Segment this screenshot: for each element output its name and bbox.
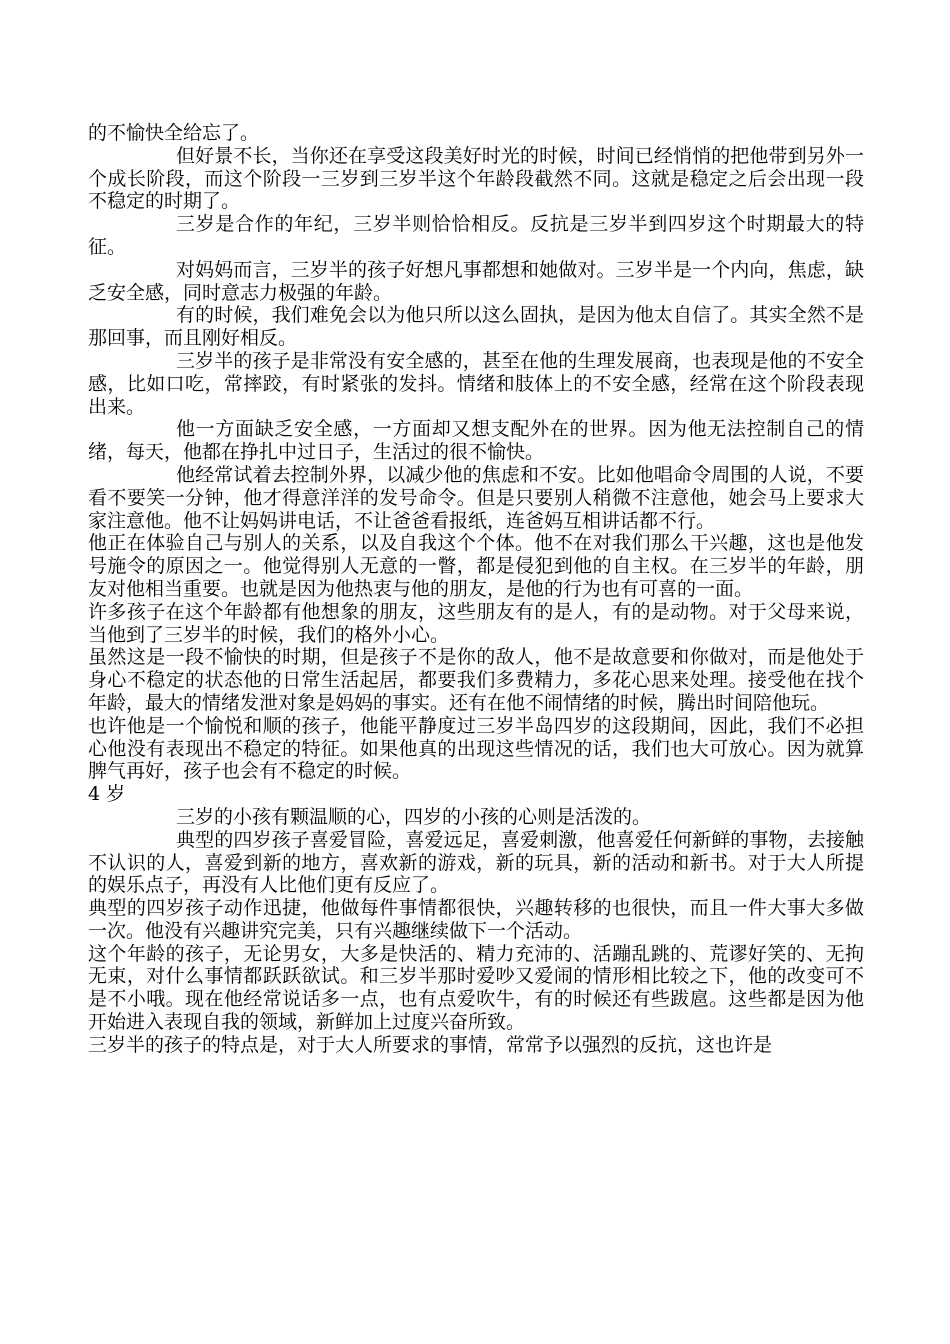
paragraph: 三岁的小孩有颗温顺的心，四岁的小孩的心则是活泼的。 <box>176 805 652 828</box>
paragraph: 的不愉快全给忘了。 <box>88 122 260 144</box>
paragraph: 三岁是合作的年纪，三岁半则恰恰相反。反抗是三岁半到四岁这个时期最大的特征。 <box>88 213 864 258</box>
paragraph: 也许他是一个愉悦和顺的孩子，他能平静度过三岁半岛四岁的这段期间，因此，我们不必担心他没有表现出不稳定的特征。如果他真的出现这些情况的话，我们也大可放心。因为就算脾气再好，孩子也会有不稳定的时候。 <box>88 714 864 783</box>
paragraph: 对妈妈而言，三岁半的孩子好想凡事都想和她做对。三岁半是一个内向，焦虑，缺乏安全感，同时意志力极强的年龄。 <box>88 258 864 304</box>
paragraph: 三岁半的孩子的特点是，对于大人所要求的事情，常常予以强烈的反抗，这也许是 <box>88 1033 773 1056</box>
paragraph: 他正在体验自己与别人的关系，以及自我这个个体。他不在对我们那么干兴趣，这也是他发号施令的原因之一。他觉得别人无意的一瞥，都是侵犯到他的自主权。在三岁半的年龄，朋友对他相当重要。也就是因为他热衷与他的朋友，是他的行为也有可喜的一面。 <box>88 532 864 600</box>
paragraph: 但好景不长，当你还在享受这段美好时光的时候，时间已经悄悄的把他带到另外一个成长阶段，而这个阶段一三岁到三岁半这个年龄段截然不同。这就是稳定之后会出现一段不稳定的时期了。 <box>88 144 864 213</box>
paragraph: 他一方面缺乏安全感，一方面却又想支配外在的世界。因为他无法控制自己的情绪，每天，他都在挣扎中过日子，生活过的很不愉快。 <box>88 418 864 464</box>
paragraph: 有的时候，我们难免会以为他只所以这么固执，是因为他太自信了。其实全然不是那回事，而且刚好相反。 <box>88 304 864 350</box>
document-body <box>88 122 864 1057</box>
paragraph: 典型的四岁孩子动作迅捷，他做每件事情都很快，兴趣转移的也很快，而且一件大事大多做一次。他没有兴趣讲究完美，只有兴趣继续做下一个活动。 <box>88 897 864 942</box>
paragraph: 三岁半的孩子是非常没有安全感的，甚至在他的生理发展商，也表现是他的不安全感，比如口吃，常摔跤，有时紧张的发抖。情绪和肢体上的不安全感，经常在这个阶段表现出来。 <box>88 349 864 418</box>
section-heading: 4 岁 <box>88 783 126 806</box>
paragraph: 典型的四岁孩子喜爱冒险，喜爱远足，喜爱刺激，他喜爱任何新鲜的事物，去接触不认识的人，喜爱到新的地方，喜欢新的游戏，新的玩具，新的活动和新书。对于大人所提的娱乐点子，再没有人比他们更有反应了。 <box>88 828 864 897</box>
paragraph: 许多孩子在这个年龄都有他想象的朋友，这些朋友有的是人，有的是动物。对于父母来说，当他到了三岁半的时候，我们的格外小心。 <box>88 600 864 646</box>
paragraph: 虽然这是一段不愉快的时期，但是孩子不是你的敌人，他不是故意要和你做对，而是他处于身心不稳定的状态他的日常生活起居，都要我们多费精力，多花心思来处理。接受他在找个年龄，最大的情绪发泄对象是妈妈的事实。还有在他不闹情绪的时候，腾出时间陪他玩。 <box>88 646 864 714</box>
paragraph: 这个年龄的孩子，无论男女，大多是快活的、精力充沛的、活蹦乱跳的、荒谬好笑的、无拘无束，对什么事情都跃跃欲试。和三岁半那时爱吵又爱闹的情形相比较之下，他的改变可不是不小哦。现在他经常说话多一点，也有点爱吹牛，有的时候还有些跋扈。这些都是因为他开始进入表现自我的领域，新鲜加上过度兴奋所致。 <box>88 942 864 1034</box>
paragraph: 他经常试着去控制外界，以减少他的焦虑和不安。比如他唱命令周围的人说，不要看不要笑一分钟，他才得意洋洋的发号命令。但是只要别人稍微不注意他，她会马上要求大家注意他。他不让妈妈讲电话，不让爸爸看报纸，连爸妈互相讲话都不行。 <box>88 463 864 532</box>
